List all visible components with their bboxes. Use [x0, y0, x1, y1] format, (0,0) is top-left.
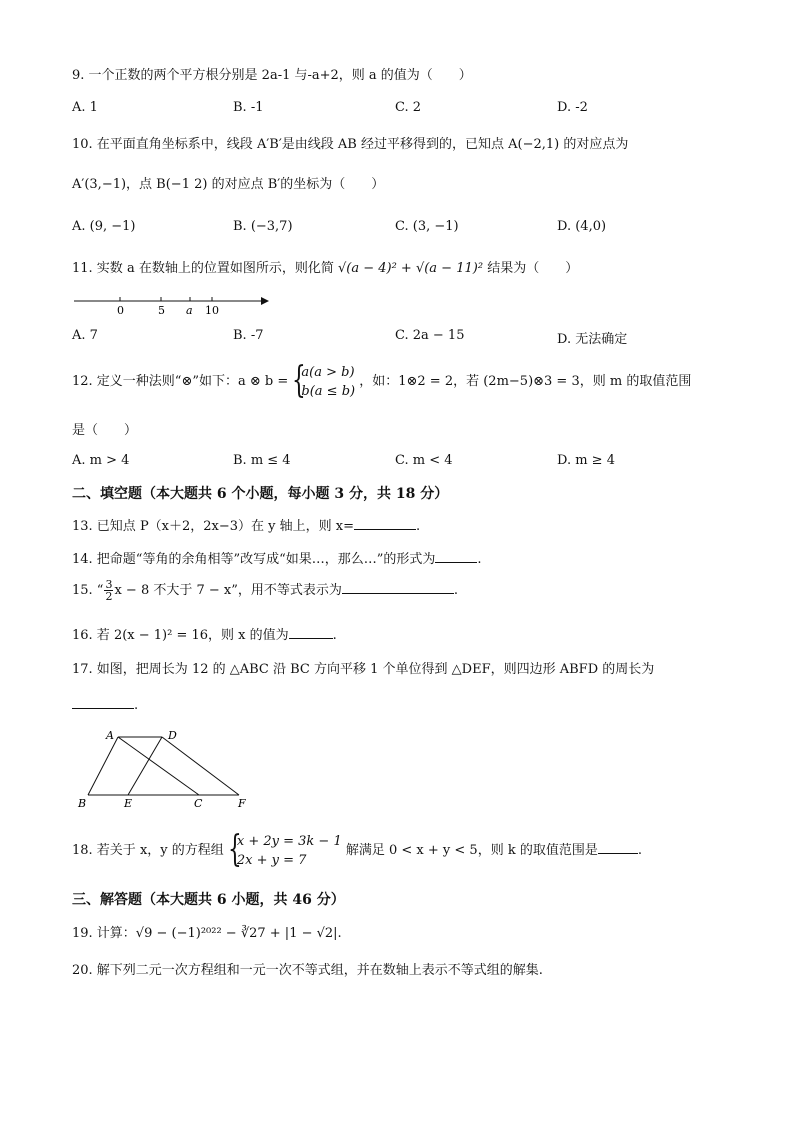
q15-answer-blank[interactable] [342, 579, 454, 594]
q12-option-a: A. m > 4 [72, 453, 130, 468]
q10-option-d: D. (4,0) [557, 219, 607, 234]
q10-stem-line1: 10. 在平面直角坐标系中，线段 A′B′是由线段 AB 经过平移得到的，已知点 A(−2,1) 的对应点为 [72, 137, 629, 152]
q12-stem-line2: 是（ ） [72, 423, 138, 438]
q18-equation-system [227, 828, 342, 870]
q11-expression: √(a − 4)² + √(a − 11)² [337, 261, 484, 276]
axis-label-5: 5 [158, 304, 165, 317]
q14 [72, 548, 482, 569]
q11-stem-post: 结果为（ ） [487, 261, 579, 276]
q10-option-b: B. (−3,7) [233, 219, 293, 234]
q12-stem-pre: 12. 定义一种法则“⊗”如下：a ⊗ b = [72, 374, 289, 389]
q12-case2: b(a ≤ b) [301, 383, 356, 399]
q18-post: 解满足 0 < x + y < 5，则 k 的取值范围是 [345, 843, 598, 858]
q14-answer-blank[interactable] [435, 548, 477, 563]
figure-label-c: C [194, 797, 203, 810]
q12-piecewise [292, 359, 356, 401]
q16-stem: 16. 若 2(x − 1)² = 16，则 x 的值为 [72, 628, 289, 643]
figure-label-a: A [106, 729, 114, 742]
q11-number-line [72, 290, 277, 318]
q12-option-b: B. m ≤ 4 [233, 453, 291, 468]
q16-end: . [332, 628, 337, 643]
q9-stem: 9. 一个正数的两个平方根分别是 2a-1 与-a+2，则 a 的值为（ ） [72, 68, 472, 83]
q16 [72, 624, 337, 645]
q11-stem-pre: 11. 实数 a 在数轴上的位置如图所示，则化简 [72, 261, 334, 276]
q18-brace: { [227, 828, 242, 870]
q11-option-d: D. 无法确定 [557, 332, 628, 347]
q17-end: . [134, 698, 139, 713]
q18 [72, 830, 642, 872]
figure-label-f: F [238, 797, 246, 810]
q17-figure [72, 725, 262, 811]
q14-stem: 14. 把命题“等角的余角相等”改写成“如果…，那么…”的形式为 [72, 552, 436, 567]
q15 [72, 576, 458, 606]
figure-label-d: D [168, 729, 177, 742]
q13-end: . [416, 519, 421, 534]
figure-label-e: E [124, 797, 133, 810]
q15-pre: 15. “ [72, 583, 104, 598]
axis-label-a: a [186, 304, 193, 317]
q15-end: . [453, 583, 459, 598]
q12-stem-post: ，如：1⊗2 = 2，若 (2m−5)⊗3 = 3，则 m 的取值范围 [359, 374, 692, 389]
q10-stem-line2: A′(3,−1)，点 B(−1 2) 的对应点 B′的坐标为（ ） [72, 177, 385, 192]
q15-frac-den: 2 [105, 590, 113, 603]
q12-option-c: C. m < 4 [395, 453, 453, 468]
q12-option-d: D. m ≥ 4 [557, 453, 615, 468]
q9-option-d: D. -2 [557, 100, 588, 115]
q18-pre: 18. 若关于 x，y 的方程组 [72, 843, 224, 858]
q12-brace: { [292, 359, 307, 401]
q17-answer-blank[interactable] [72, 694, 134, 709]
q13-answer-blank[interactable] [354, 515, 416, 530]
q12-stem [72, 359, 692, 402]
q13 [72, 515, 420, 536]
q11-option-b: B. -7 [233, 328, 264, 343]
q9-option-c: C. 2 [395, 100, 422, 115]
q18-eq2: 2x + y = 7 [236, 852, 307, 868]
q15-fraction [104, 579, 113, 602]
q11-stem [72, 260, 578, 278]
q9-option-b: B. -1 [233, 100, 264, 115]
axis-label-10: 10 [205, 304, 219, 317]
q9-option-a: A. 1 [72, 100, 98, 115]
q17-answer-line [72, 694, 138, 715]
q11-option-c: C. 2a − 15 [395, 328, 465, 343]
q14-end: . [477, 552, 482, 567]
q13-stem: 13. 已知点 P（x＋2，2x−3）在 y 轴上，则 x= [72, 519, 355, 534]
q20-stem: 20. 解下列二元一次方程组和一元一次不等式组，并在数轴上表示不等式组的解集. [72, 963, 543, 978]
section-3-heading: 三、解答题（本大题共 6 小题，共 46 分） [72, 892, 345, 908]
section-2-heading: 二、填空题（本大题共 6 个小题，每小题 3 分，共 18 分） [72, 486, 449, 502]
axis-label-0: 0 [117, 304, 124, 317]
q10-option-a: A. (9, −1) [72, 219, 136, 234]
q12-case1: a(a > b) [301, 364, 355, 380]
q17-stem: 17. 如图，把周长为 12 的 △ABC 沿 BC 方向平移 1 个单位得到 △DEF，则四边形 ABFD 的周长为 [72, 662, 655, 677]
q16-answer-blank[interactable] [289, 624, 333, 639]
q19-stem: 19. 计算：√9 − (−1)²⁰²² − ∛27 + |1 − √2|. [72, 926, 342, 941]
q11-option-a: A. 7 [72, 328, 98, 343]
q10-option-c: C. (3, −1) [395, 219, 459, 234]
q18-end: . [637, 843, 642, 858]
q15-frac-num: 3 [105, 578, 113, 591]
q18-answer-blank[interactable] [598, 839, 638, 854]
q18-eq1: x + 2y = 3k − 1 [236, 833, 342, 849]
figure-label-b: B [78, 797, 87, 810]
q15-mid: x − 8 不大于 7 − x”，用不等式表示为 [114, 583, 342, 598]
